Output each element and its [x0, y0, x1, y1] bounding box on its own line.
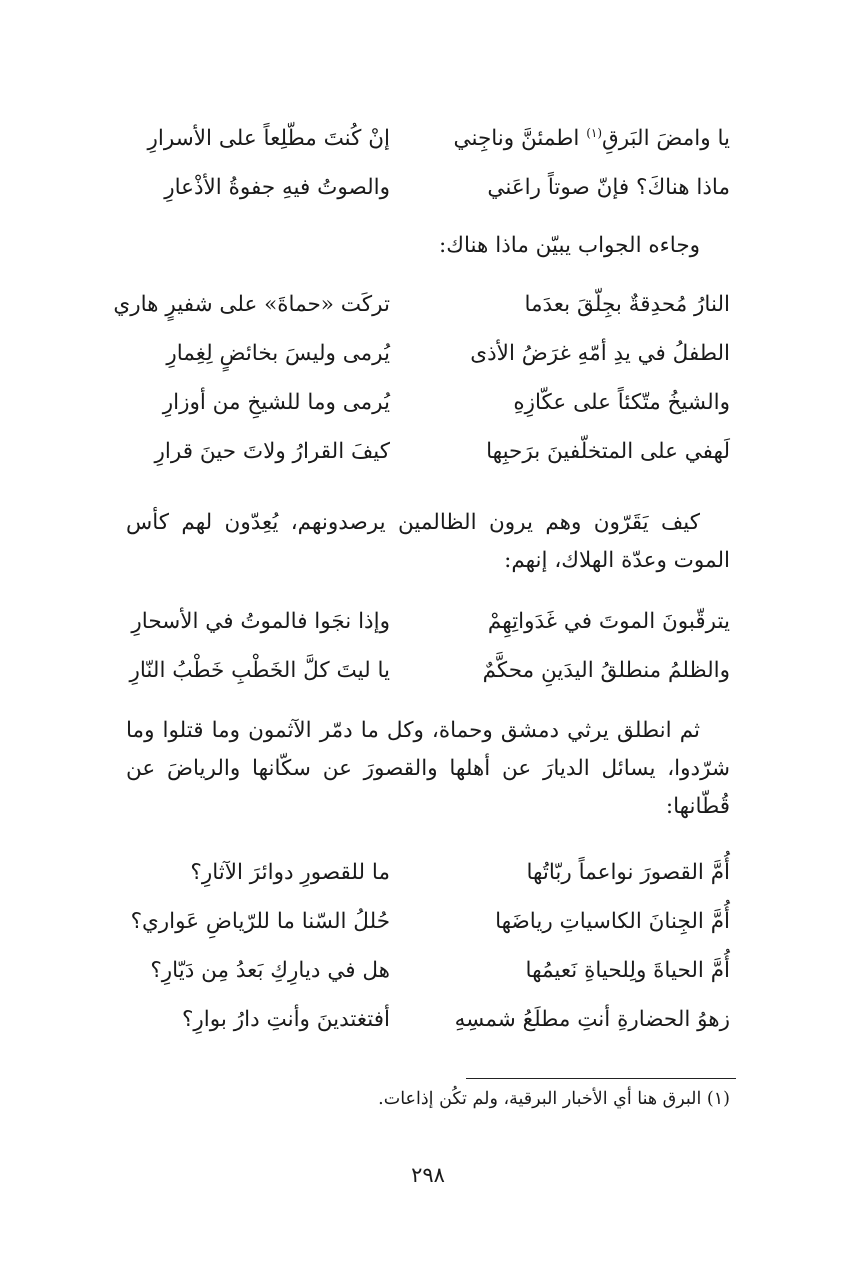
poem-stanza-1 — [126, 119, 730, 217]
poem-stanza-2 — [113, 285, 730, 481]
verse-line — [126, 602, 730, 651]
second-hemistich: هل في ديارِكِ بَعدُ مِن دَيّارِ؟ — [150, 958, 390, 983]
second-hemistich: يُرمى وما للشيخِ من أوزارِ — [162, 390, 390, 415]
poem-stanza-4 — [126, 853, 730, 1049]
second-hemistich: يُرمى وليسَ بخائضٍ لِغِمارِ — [166, 341, 390, 366]
second-hemistich: حُللُ السّنا ما للرّياضِ عَواري؟ — [130, 909, 390, 934]
prose-paragraph-2 — [126, 504, 730, 580]
verse-line — [113, 285, 730, 334]
verse-line — [126, 951, 730, 1000]
verse-line — [126, 853, 730, 902]
verse-line — [126, 168, 730, 217]
paragraph-text: كيف يَقَرّون وهم يرون الظالمين يرصدونهم، يُعِدّون لهم كأس الموت وعدّة الهلاك، إنهم: — [126, 510, 730, 573]
paragraph-text: وجاءه الجواب يبيّن ماذا هناك: — [439, 233, 700, 258]
prose-paragraph-1 — [126, 227, 730, 265]
first-hemistich: أُمَّ الجِنانَ الكاسياتِ رياضَها — [495, 909, 730, 934]
second-hemistich: كيفَ القرارُ ولاتَ حينَ قرارِ — [154, 439, 390, 464]
first-hemistich: النارُ مُحدِقةٌ بجِلّقَ بعدَما — [524, 292, 730, 317]
poem-stanza-3 — [126, 602, 730, 700]
second-hemistich: تركَت «حماةَ» على شفيرٍ هاري — [113, 292, 390, 317]
verse-line — [126, 432, 730, 481]
footnote-separator — [466, 1078, 736, 1079]
first-hemistich: يترقّبونَ الموتَ في غَدَواتِهِمْ — [487, 609, 730, 634]
first-hemistich: والظلمُ منطلقُ اليدَينِ محكَّمٌ — [482, 658, 730, 683]
prose-paragraph-3 — [126, 712, 730, 826]
second-hemistich: يا ليتَ كلَّ الخَطْبِ خَطْبُ النّارِ — [129, 658, 390, 683]
verse-line — [126, 1000, 730, 1049]
second-hemistich: والصوتُ فيهِ جفوةُ الأذْعارِ — [164, 175, 390, 200]
second-hemistich: وإذا نجَوا فالموتُ في الأسحارِ — [131, 609, 390, 634]
second-hemistich: إنْ كُنتَ مطّلِعاً على الأسرارِ — [147, 126, 390, 151]
verse-line — [126, 119, 730, 168]
first-hemistich: الطفلُ في يدِ أمّهِ غرَضُ الأذى — [470, 341, 730, 366]
hemistich-text-a: يا وامضَ البَرقِ — [602, 126, 730, 151]
first-hemistich — [454, 119, 730, 159]
second-hemistich: ما للقصورِ دوائرَ الآثارِ؟ — [190, 860, 390, 885]
first-hemistich: أُمَّ الحياةَ ولِلحياةِ نَعيمُها — [525, 958, 730, 983]
verse-line — [126, 383, 730, 432]
verse-line — [126, 651, 730, 700]
second-hemistich: أفتغتدينَ وأنتِ دارُ بوارِ؟ — [182, 1007, 390, 1032]
first-hemistich: زهوُ الحضارةِ أنتِ مطلَعُ شمسِهِ — [454, 1007, 730, 1032]
first-hemistich: والشيخُ متّكئاً على عكّازِهِ — [513, 390, 730, 415]
page-number: ٢٩٨ — [411, 1163, 445, 1187]
verse-line — [126, 334, 730, 383]
footnote-marker: (١) — [586, 125, 603, 140]
hemistich-text-b: اطمئنَّ وناجِني — [453, 126, 587, 151]
footnote: (١) البرق هنا أي الأخبار البرقية، ولم تكُن إذاعات. — [378, 1089, 730, 1109]
first-hemistich: لَهفي على المتخلّفينَ برَحبِها — [486, 439, 730, 464]
first-hemistich: أُمَّ القصورَ نواعماً ربّاتُها — [526, 860, 730, 885]
paragraph-text: ثم انطلق يرثي دمشق وحماة، وكل ما دمّر الآثمون وما قتلوا وما شرّدوا، يسائل الديارَ عن أهلها والقصورَ عن سكّانها والرياضَ عن قُطّانها: — [126, 718, 730, 819]
first-hemistich: ماذا هناكَ؟ فإنّ صوتاً راعَني — [487, 175, 730, 200]
verse-line — [126, 902, 730, 951]
